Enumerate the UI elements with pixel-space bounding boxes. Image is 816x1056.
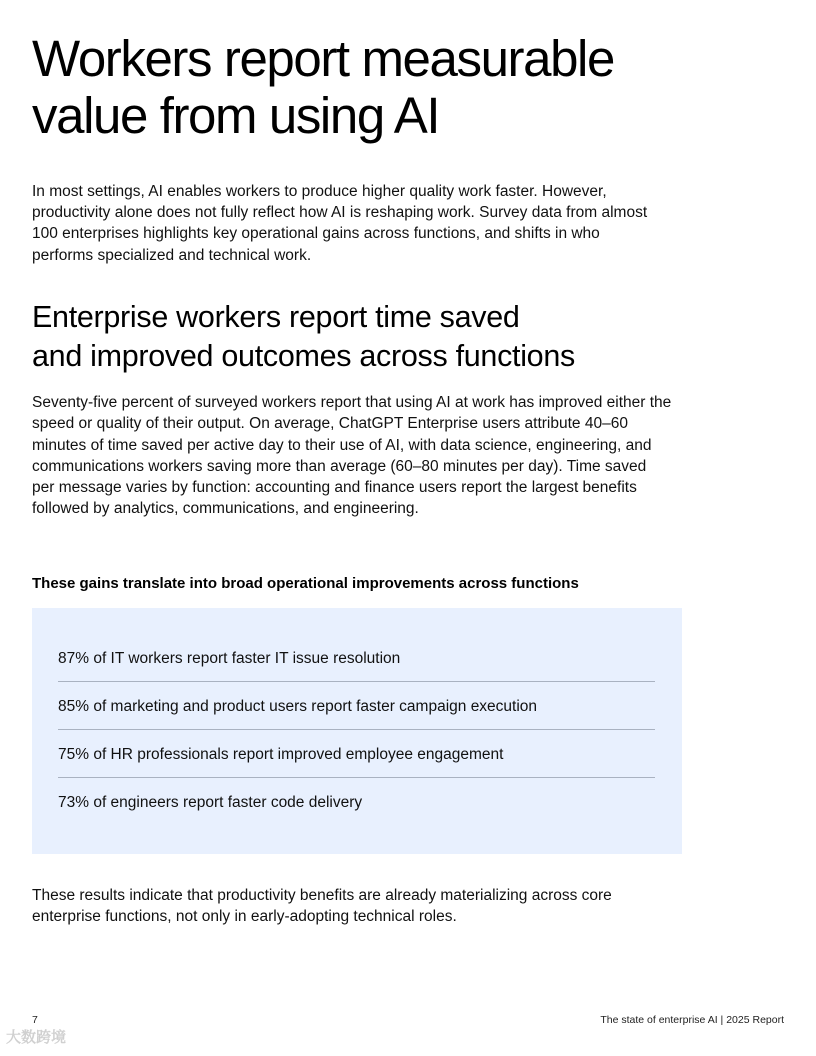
stats-panel <box>32 608 682 854</box>
stat-item: 75% of HR professionals report improved employee engagement <box>58 730 655 778</box>
page-title <box>32 30 732 144</box>
stat-item: 85% of marketing and product users report faster campaign execution <box>58 682 655 730</box>
page-title-line-1: Workers report measurable <box>32 30 614 87</box>
section-heading-line-1: Enterprise workers report time saved <box>32 300 520 334</box>
section-heading-line-2: and improved outcomes across functions <box>32 339 575 373</box>
footer-report-title: The state of enterprise AI | 2025 Report <box>600 1014 784 1026</box>
stats-lead-in: These gains translate into broad operational improvements across functions <box>32 575 579 592</box>
page-title-line-2: value from using AI <box>32 87 440 144</box>
watermark-logo: 大数跨境 <box>6 1029 67 1046</box>
stat-item: 73% of engineers report faster code delivery <box>58 794 363 811</box>
closing-paragraph: These results indicate that productivity benefits are already materializing across core enterprise functions, not only in early-adopting technical roles. <box>32 887 612 926</box>
intro-paragraph: In most settings, AI enables workers to produce higher quality work faster. However, productivity alone does not fully reflect how AI is reshaping work. Survey data from almost 100 enterprises highlights key operational gains across functions, and shifts in who performs specialized and technical work. <box>32 183 648 264</box>
stats-list <box>58 634 655 826</box>
footer-page-number: 7 <box>32 1014 38 1026</box>
stat-item: 87% of IT workers report faster IT issue resolution <box>58 634 655 682</box>
section-heading <box>32 298 672 376</box>
body-paragraph: Seventy-five percent of surveyed workers report that using AI at work has improved either the speed or quality of their output. On average, ChatGPT Enterprise users attribute 40–60 minutes of time saved per active day to their use of AI, with data science, engineering, and communications workers saving more than average (60–80 minutes per day). Time saved per message varies by function: accounting and finance users report the largest benefits followed by analytics, communications, and engineering. <box>32 394 672 518</box>
